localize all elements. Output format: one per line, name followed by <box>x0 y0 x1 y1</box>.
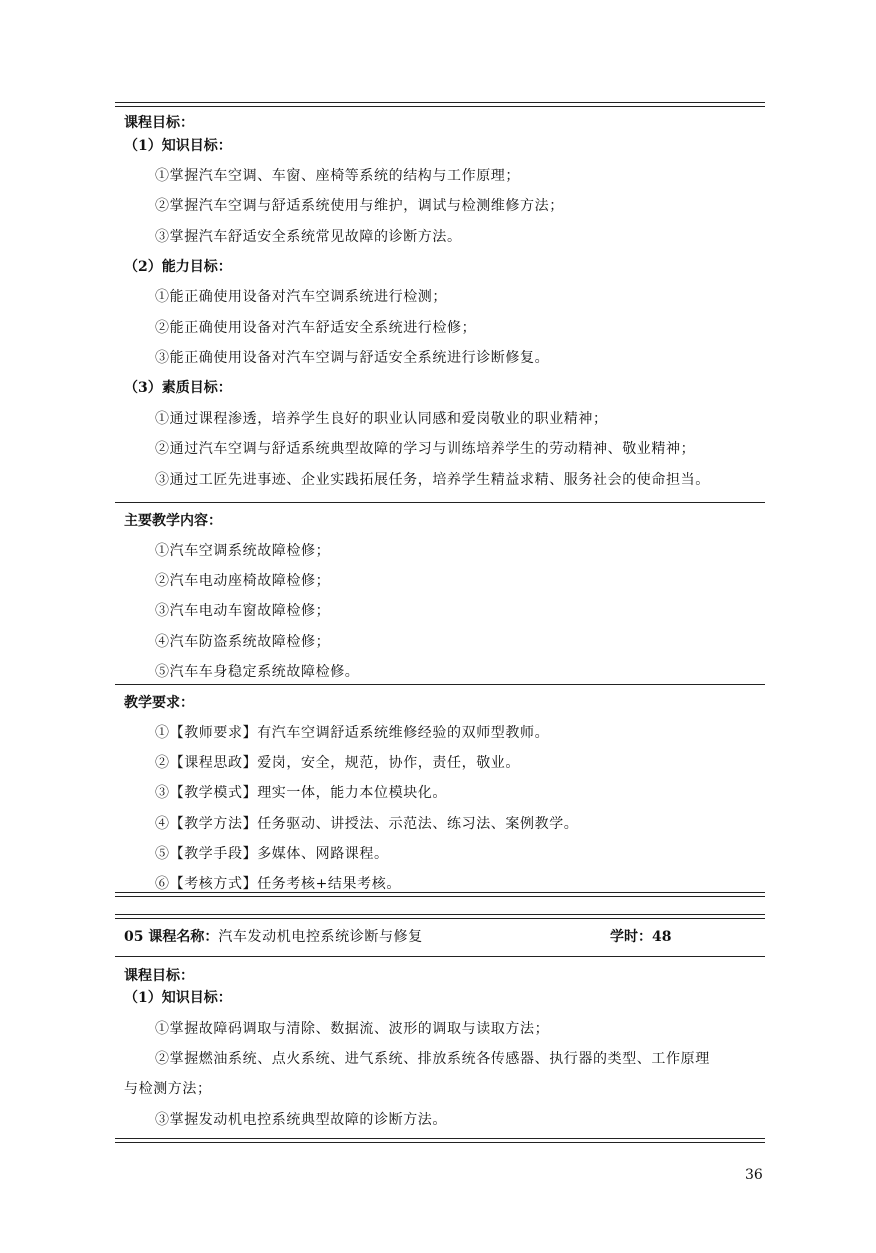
goals-heading: 课程目标： <box>124 968 194 984</box>
ability-item: ②能正确使用设备对汽车舒适安全系统进行检修； <box>155 320 477 336</box>
requirement-item: ①【教师要求】有汽车空调舒适系统维修经验的双师型教师。 <box>155 725 550 741</box>
quality-item: ①通过课程渗透，培养学生良好的职业认同感和爱岗敬业的职业精神； <box>155 411 608 427</box>
content-item: ④汽车防盗系统故障检修； <box>155 634 331 650</box>
quality-item: ③通过工匠先进事迹、企业实践拓展任务，培养学生精益求精、服务社会的使命担当。 <box>155 472 710 488</box>
row-divider <box>115 684 765 685</box>
table-top-border <box>115 914 765 919</box>
knowledge-item: ①掌握汽车空调、车窗、座椅等系统的结构与工作原理； <box>155 168 520 184</box>
table-bottom-border <box>115 892 765 897</box>
row-divider <box>115 502 765 503</box>
content-item: ③汽车电动车窗故障检修； <box>155 603 331 619</box>
knowledge-item: ②掌握汽车空调与舒适系统使用与维护，调试与检测维修方法； <box>155 198 564 214</box>
knowledge-item-continuation: 与检测方法； <box>124 1081 212 1097</box>
course-prefix: 05 课程名称： <box>124 929 219 945</box>
requirement-item: ④【教学方法】任务驱动、讲授法、示范法、练习法、案例教学。 <box>155 816 579 832</box>
requirement-item: ③【教学模式】理实一体，能力本位模块化。 <box>155 785 447 801</box>
knowledge-item: ②掌握燃油系统、点火系统、进气系统、排放系统各传感器、执行器的类型、工作原理 <box>155 1051 710 1067</box>
knowledge-item: ③掌握汽车舒适安全系统常见故障的诊断方法。 <box>155 229 462 245</box>
content-item: ①汽车空调系统故障检修； <box>155 543 331 559</box>
ability-item: ①能正确使用设备对汽车空调系统进行检测； <box>155 289 447 305</box>
knowledge-heading: （1）知识目标： <box>124 990 232 1006</box>
requirement-item: ②【课程思政】爱岗，安全，规范，协作，责任，敬业。 <box>155 755 520 771</box>
requirement-item: ⑥【考核方式】任务考核+结果考核。 <box>155 876 401 892</box>
quality-heading: （3）素质目标： <box>124 380 232 396</box>
requirement-item: ⑤【教学手段】多媒体、网路课程。 <box>155 846 389 862</box>
course-title <box>124 927 423 947</box>
knowledge-item: ①掌握故障码调取与清除、数据流、波形的调取与读取方法； <box>155 1021 550 1037</box>
table-bottom-border <box>115 1138 765 1143</box>
course-name: 汽车发动机电控系统诊断与修复 <box>218 929 423 945</box>
row-divider <box>115 956 765 957</box>
ability-item: ③能正确使用设备对汽车空调与舒适安全系统进行诊断修复。 <box>155 350 550 366</box>
ability-heading: （2）能力目标： <box>124 259 232 275</box>
page-number: 36 <box>745 1167 763 1183</box>
quality-item: ②通过汽车空调与舒适系统典型故障的学习与训练培养学生的劳动精神、敬业精神； <box>155 441 696 457</box>
table-top-border <box>115 102 765 107</box>
course-hours: 学时：48 <box>610 929 672 945</box>
knowledge-item: ③掌握发动机电控系统典型故障的诊断方法。 <box>155 1112 447 1128</box>
requirements-heading: 教学要求： <box>124 695 194 711</box>
goals-heading: 课程目标： <box>124 115 194 131</box>
content-item: ⑤汽车车身稳定系统故障检修。 <box>155 664 360 680</box>
content-item: ②汽车电动座椅故障检修； <box>155 573 331 589</box>
content-heading: 主要教学内容： <box>124 513 222 529</box>
knowledge-heading: （1）知识目标： <box>124 138 232 154</box>
